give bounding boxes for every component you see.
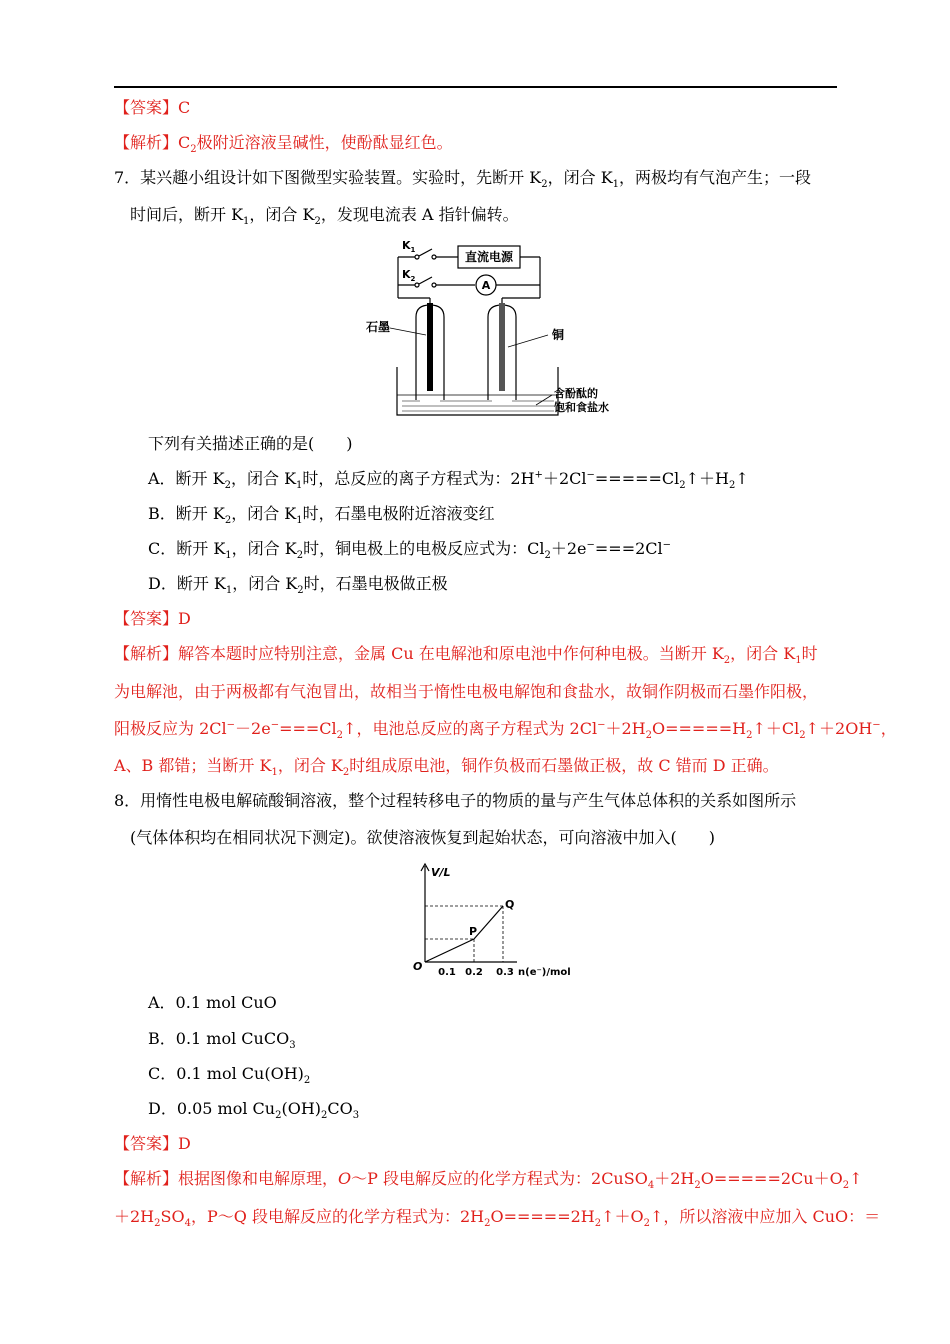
segment-op: [425, 939, 474, 962]
q8-stem-line1: 8．用惰性电极电解硫酸铜溶液，整个过程转移电子的物质的量与产生气体总体积的关系如图所示: [114, 791, 797, 810]
electrolysis-apparatus-diagram: [360, 235, 630, 420]
q7-prompt: 下列有关描述正确的是( ): [148, 434, 353, 453]
k2-label: $K_2$: [402, 268, 416, 283]
q8-option-c: C．0.1 mol $Cu(OH)_2$: [148, 1064, 311, 1087]
analysis-tag: 【解析】: [114, 133, 179, 152]
k1-label: $K_1$: [402, 239, 416, 254]
q6-answer: [114, 98, 190, 118]
point-p-label: P: [469, 925, 478, 938]
answer-tag: 【答案】: [114, 98, 179, 117]
q7-analysis-line1: 【解析】解答本题时应特别注意，金属 Cu 在电解池和原电池中作何种电极。当断开 $K_2$，闭合 $K_1$时: [114, 644, 818, 667]
q7-analysis-line4: A、B 都错；当断开 $K_1$，闭合 $K_2$时组成原电池，铜作负极而石墨做正极，故 C 错而 D 正确。: [114, 756, 779, 779]
x-tick-label: 0.3: [496, 967, 514, 978]
y-axis-label: V/L: [431, 866, 451, 879]
x-tick-label: 0.2: [465, 967, 483, 978]
solution-label-2: 饱和食盐水: [554, 401, 609, 414]
copper-label: 铜: [552, 328, 565, 342]
q7-analysis-line2: 为电解池，由于两极都有气泡冒出，故相当于惰性电极电解饱和食盐水，故铜作阴极而石墨作阳极，: [114, 682, 819, 701]
q8-answer: [114, 1134, 191, 1154]
q7-stem-line1: 7．某兴趣小组设计如下图微型实验装置。实验时，先断开 $K_2$，闭合 $K_1$，两极均有气泡产生；一段: [114, 168, 812, 191]
point-q-label: Q: [505, 898, 515, 911]
q7-analysis-line3: 阳极反应为 $2Cl^--2e^-===Cl_2↑$，电池总反应的离子方程式为 $2Cl^-+2H_2O=====H_2↑+Cl_2↑+2OH^-$，: [114, 719, 897, 742]
graphite-electrode: [427, 303, 433, 391]
q7-option-d: D．断开 $K_1$，闭合 $K_2$时，石墨电极做正极: [148, 574, 448, 597]
q8-stem-line2: (气体体积均在相同状况下测定)。欲使溶液恢复到起始状态，可向溶液中加入( ): [130, 828, 715, 847]
segment-pq: [474, 906, 503, 939]
answer-tag: 【答案】: [114, 609, 179, 628]
q7-option-a: A．断开 $K_2$，闭合 $K_1$时，总反应的离子方程式为：$2H^++2Cl^-=====Cl_2↑+H_2↑$: [148, 469, 749, 492]
copper-electrode: [499, 303, 505, 391]
header-rule: [114, 86, 837, 88]
analysis-tag: 【解析】: [114, 644, 179, 663]
q7-option-b: B．断开 $K_2$，闭合 $K_1$时，石墨电极附近溶液变红: [148, 504, 495, 527]
q7-stem-line2: 时间后，断开 $K_1$，闭合 $K_2$，发现电流表 A 指针偏转。: [130, 205, 519, 228]
answer-value: D: [178, 609, 191, 628]
x-tick-label: 0.1: [438, 967, 456, 978]
answer-value: D: [178, 1134, 191, 1153]
q7-option-c: C．断开 $K_1$，闭合 $K_2$时，铜电极上的电极反应式为：$Cl_2+2e^-===2Cl^-$: [148, 539, 672, 562]
ammeter-label: A: [481, 279, 491, 292]
answer-tag: 【答案】: [114, 1134, 179, 1153]
answer-value: C: [178, 98, 191, 117]
solution-label-1: 含酚酞的: [554, 387, 598, 400]
q8-analysis-line1: 【解析】根据图像和电解原理，O～P 段电解反应的化学方程式为：$2CuSO_4+2H_2O=====2Cu+O_2↑$: [114, 1169, 863, 1192]
x-axis-label: n(e⁻)/mol: [518, 967, 571, 978]
q8-option-b: B．0.1 mol CuCO$_3$: [148, 1029, 296, 1052]
q8-option-d: D．0.05 mol $Cu_2(OH)_2CO_3$: [148, 1099, 360, 1122]
q6-analysis: 【解析】$C_2$极附近溶液呈碱性，使酚酞显红色。: [114, 133, 453, 156]
analysis-tag: 【解析】: [114, 1169, 179, 1188]
origin-label: O: [413, 960, 423, 973]
volume-vs-electrons-graph: [405, 858, 580, 983]
power-supply-label: 直流电源: [464, 250, 514, 264]
q8-option-a: A．0.1 mol CuO: [148, 993, 277, 1012]
q8-analysis-line2: $+2H_2SO_4$，P～Q 段电解反应的化学方程式为：$2H_2O=====2H_2↑+O_2↑$，所以溶液中应加入 CuO：＝: [114, 1207, 881, 1230]
q7-answer: [114, 609, 191, 629]
graphite-label: 石墨: [366, 320, 391, 334]
